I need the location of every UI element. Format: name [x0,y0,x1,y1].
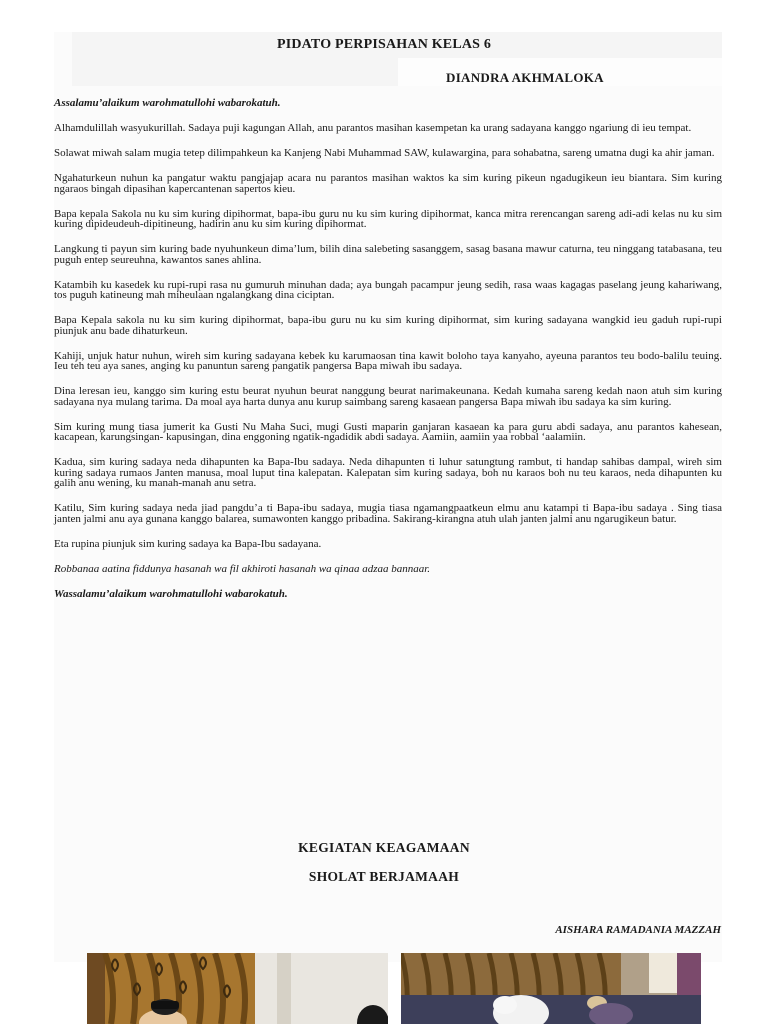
prayer-photo-left [87,953,388,1024]
prayer-photo-right [401,953,701,1024]
speech-paragraph: Katambih ku kasedek ku rupi-rupi rasa nu gumuruh minuhan dada; aya bungah pacampur jeung sedih, rasa waas kagagas paselang jeung kahariwang, tos puguh katineung mah miheulaan ngalangkang dina ciciptan. [54,278,722,301]
speech-author: DIANDRA AKHMALOKA [446,70,604,85]
speech-paragraph: Eta rupina piunjuk sim kuring sadaya ka Bapa-Ibu sadayana. [54,537,322,550]
speech-body [54,98,722,614]
speech-paragraph: Solawat miwah salam mugia tetep dilimpahkeun ka Kanjeng Nabi Muhammad SAW, kulawargina, para sohabatna, sareng umatna dugi ka ahir jaman. [54,147,715,159]
speech-paragraph: Dina leresan ieu, kanggo sim kuring estu beurat nyuhun beurat nanggung beurat narimakeunana. Kedah kumaha sareng kedah naon atuh sim kuring sadayana nya mulang tarima. Da moal aya harta dunya anu kurup saimbang sareng kasaean pangersa Bapa miwah ibu sadaya ka sim kuring. [54,385,722,408]
speech-paragraph: Bapa Kepala sakola nu ku sim kuring dipihormat, bapa-ibu guru nu ku sim kuring dipihormat, sim kuring sadayana wangkid ieu gaduh rupi-rupi piunjuk anu bade dihaturkeun. [54,314,722,337]
photo-left-image [87,953,388,1024]
speech-paragraph: Kadua, sim kuring sadaya neda dihapunten ka Bapa-Ibu sadaya. Neda dihapunten ti luhur satungtung rambut, ti handap sahibas dampal, wireh sim kuring sadaya rumaos Janten manusa, moal luput tina kalepatan. Kalepatan sim kuring sadaya, boh nu karaos boh nu teu karaos, neda dihapunten ku galih anu wening, ku manah-manah anu setra. [54,456,722,489]
speech-paragraph: Alhamdulillah wasyukurillah. Sadaya puji kagungan Allah, anu parantos masihan kasempetan ka urang sadayana kanggo ngariung di ieu tempat. [54,122,692,134]
speech-paragraph: Katilu, Sim kuring sadaya neda jiad pangdu’a ti Bapa-ibu sadaya, mugia tiasa ngamangpaatkeun elmu anu katampi ti Bapa-ibu sadaya . Sing tiasa janten jalmi anu aya gunana kanggo balarea, sumawonten kanggo pribadina. Sakirang-kirangna atuh ulah janten jalmi anu ngarugikeun batur. [54,502,722,525]
speech-paragraph: Bapa kepala Sakola nu ku sim kuring dipihormat, bapa-ibu guru nu ku sim kuring dipihormat, kanca mitra rerencangan sareng adi-adi kelas nu ku sim kuring dipideudeuh-dipitineung, hadirin anu ku sim kuring dipihormat. [54,207,722,230]
speech-paragraph: Kahiji, unjuk hatur nuhun, wireh sim kuring sadayana kebek ku karumaosan tina kawit boloho taya kanyaho, ayeuna parantos teu bodo-balilu teuing. Ieu teh teu aya sanes, anging ku panuntun sareng pangatik pangersa Bapa miwah ibu sadaya. [54,349,722,372]
closing-greeting: Wassalamu’alaikum warohmatullohi wabarokatuh. [54,587,288,600]
section-title: KEGIATAN KEAGAMAAN [298,840,470,855]
speech-paragraph: Sim kuring mung tiasa jumerit ka Gusti Nu Maha Suci, mugi Gusti maparin ganjaran kasaean ka para guru abdi sadaya, anu parantos kahesean, kacapean, karungsingan- kapusingan, dina enggoning ngatik-ngadidik abdi sadaya. Aamiin, aamiin yaa robbal ‘aalamiin. [54,420,722,443]
closing-prayer: Robbanaa aatina fiddunya hasanah wa fil akhiroti hasanah wa qinaa adzaa bannaar. [54,562,431,575]
speech-paragraph: Ngahaturkeun nuhun ka pangatur waktu pangjajap acara nu parantos masihan waktos ka sim kuring pikeun ngadugikeun ieu biantara. Sim kuring ngaraos bingah dipasihan kapercantenan sapertos kieu. [54,172,722,195]
opening-greeting: Assalamu’alaikum warohmatullohi wabarokatuh. [54,97,281,109]
speech-title: PIDATO PERPISAHAN KELAS 6 [276,37,492,52]
section-subtitle: SHOLAT BERJAMAAH [308,869,460,884]
speech-paragraph: Langkung ti payun sim kuring bade nyuhunkeun dima’lum, bilih dina salebeting sasanggem, sasag basana mawur caturna, teu ninggang tatabasana, teu puguh entep seureuhna, kawantos sanes ahlina. [54,243,722,266]
section-author: AISHARA RAMADANIA MAZZAH [555,924,721,936]
photo-right-image [401,953,701,1024]
